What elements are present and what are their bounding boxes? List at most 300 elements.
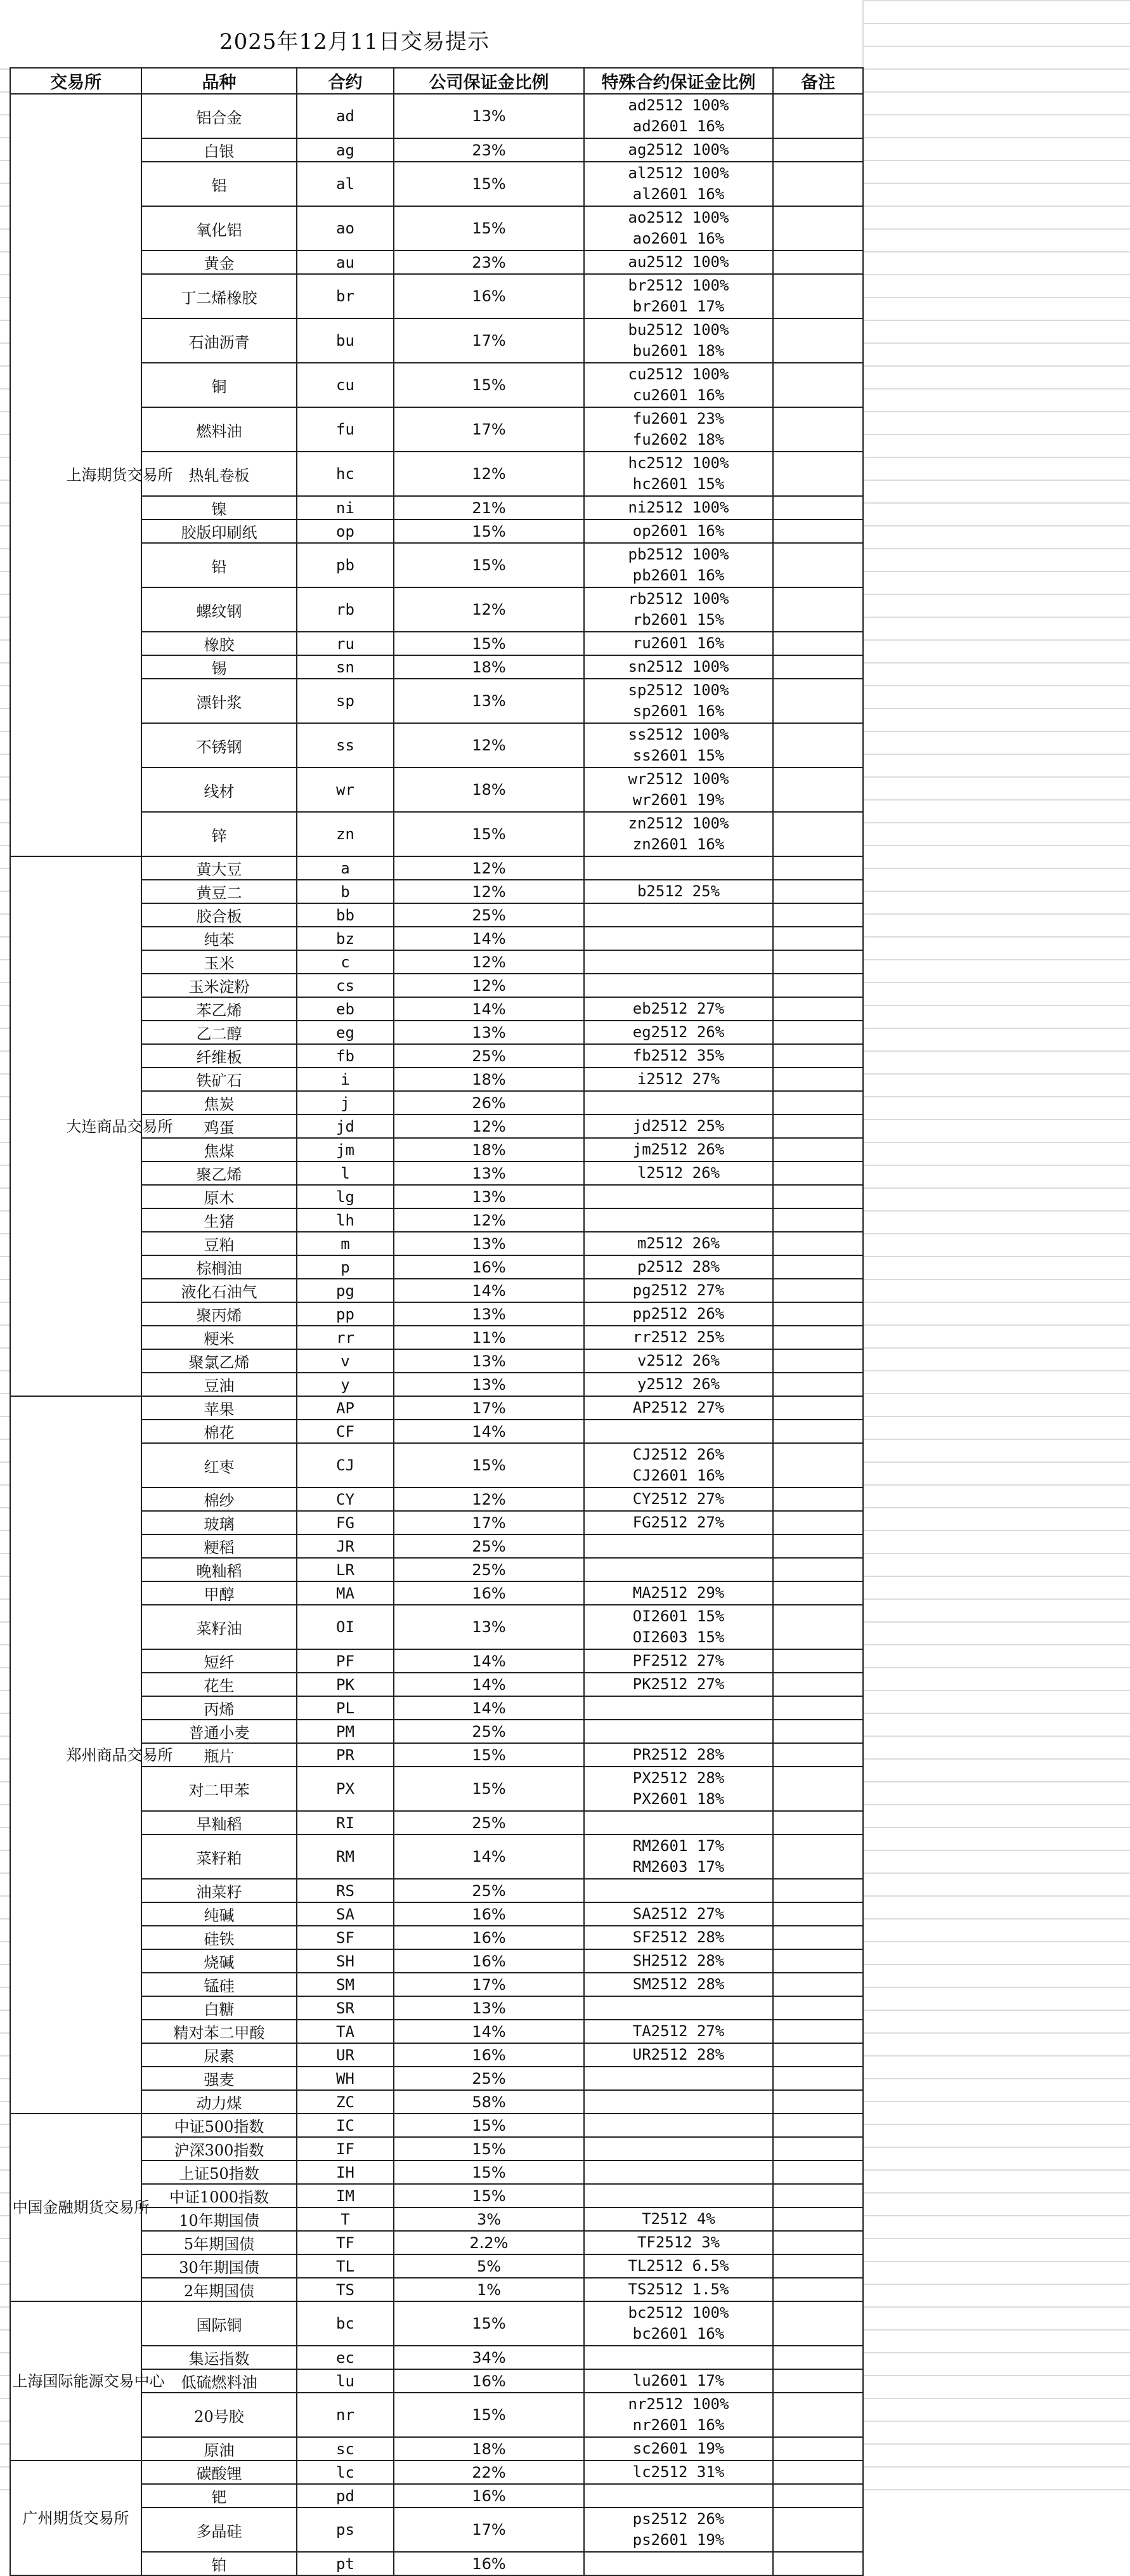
company-margin-cell: 14%: [394, 997, 584, 1021]
variety-cell: 铂: [141, 2552, 297, 2575]
remarks-cell: [773, 94, 863, 138]
variety-cell: 丙烯: [141, 1696, 297, 1720]
contract-cell: pb: [297, 543, 394, 587]
contract-cell: TS: [297, 2278, 394, 2301]
company-margin-cell: 18%: [394, 655, 584, 679]
remarks-cell: [773, 1255, 863, 1279]
remarks-cell: [773, 1879, 863, 1902]
special-margin-line: ad2601 16%: [632, 117, 725, 135]
special-margin-cell: [584, 2552, 773, 2575]
variety-cell: 橡胶: [141, 632, 297, 655]
remarks-cell: [773, 1115, 863, 1138]
contract-cell: LR: [297, 1558, 394, 1581]
special-margin-line: br2601 17%: [632, 297, 725, 315]
special-margin-cell: [584, 318, 773, 363]
table-row: [10, 2461, 863, 2484]
remarks-cell: [773, 543, 863, 587]
special-margin-cell: [584, 407, 773, 452]
header-variety: 品种: [141, 68, 297, 94]
company-margin-cell: 12%: [394, 1115, 584, 1138]
contract-cell: ec: [297, 2346, 394, 2369]
contract-cell: b: [297, 880, 394, 903]
company-margin-cell: 13%: [394, 1185, 584, 1208]
special-margin-cell: [584, 2437, 773, 2461]
remarks-cell: [773, 2393, 863, 2437]
variety-cell: 生猪: [141, 1208, 297, 1232]
special-margin-line: OI2603 15%: [632, 1628, 725, 1646]
contract-cell: sn: [297, 655, 394, 679]
special-margin-cell: [584, 2161, 773, 2184]
contract-cell: SA: [297, 1902, 394, 1926]
variety-cell: 白银: [141, 138, 297, 162]
special-margin-line: UR2512 28%: [632, 2046, 725, 2063]
special-margin-cell: [584, 274, 773, 318]
remarks-cell: [773, 2020, 863, 2043]
remarks-cell: [773, 1996, 863, 2020]
company-margin-cell: 15%: [394, 632, 584, 655]
special-margin-cell: [584, 1161, 773, 1185]
special-margin-cell: [584, 543, 773, 587]
special-margin-cell: [584, 1581, 773, 1605]
contract-cell: SF: [297, 1926, 394, 1949]
remarks-cell: [773, 2346, 863, 2369]
exchange-name: 郑州商品交易所: [66, 1746, 173, 1764]
special-margin-line: eb2512 27%: [632, 1000, 725, 1017]
special-margin-cell: [584, 1649, 773, 1673]
contract-cell: ad: [297, 94, 394, 138]
company-margin-cell: 16%: [394, 2369, 584, 2393]
remarks-cell: [773, 1558, 863, 1581]
company-margin-cell: 12%: [394, 856, 584, 880]
variety-cell: 棕榈油: [141, 1255, 297, 1279]
company-margin-cell: 15%: [394, 2161, 584, 2184]
company-margin-cell: 12%: [394, 950, 584, 974]
exchange-name: 上海国际能源交易中心: [12, 2372, 165, 2390]
special-margin-cell: [584, 950, 773, 974]
company-margin-cell: 17%: [394, 2507, 584, 2552]
remarks-cell: [773, 1373, 863, 1396]
remarks-cell: [773, 1326, 863, 1349]
special-margin-cell: [584, 723, 773, 768]
special-margin-cell: [584, 1511, 773, 1534]
company-margin-cell: 25%: [394, 1044, 584, 1068]
variety-cell: 黄豆二: [141, 880, 297, 903]
special-margin-line: pg2512 27%: [632, 1281, 725, 1299]
company-margin-cell: 16%: [394, 1902, 584, 1926]
remarks-cell: [773, 2278, 863, 2301]
contract-cell: AP: [297, 1396, 394, 1420]
special-margin-line: bu2601 18%: [632, 342, 725, 360]
special-margin-line: wr2512 100%: [628, 770, 729, 788]
variety-cell: 聚丙烯: [141, 1302, 297, 1326]
special-margin-cell: [584, 2020, 773, 2043]
special-margin-cell: [584, 880, 773, 903]
contract-cell: fb: [297, 1044, 394, 1068]
special-margin-line: PX2601 18%: [632, 1790, 725, 1808]
special-margin-line: al2512 100%: [628, 164, 729, 182]
special-margin-line: SA2512 27%: [632, 1905, 725, 1923]
variety-cell: 红枣: [141, 1443, 297, 1487]
special-margin-line: ag2512 100%: [628, 141, 729, 159]
contract-cell: op: [297, 520, 394, 543]
special-margin-line: bu2512 100%: [628, 321, 729, 339]
remarks-cell: [773, 927, 863, 950]
company-margin-cell: 13%: [394, 1605, 584, 1649]
special-margin-cell: [584, 1021, 773, 1044]
special-margin-line: hc2512 100%: [628, 454, 729, 472]
contract-cell: PF: [297, 1649, 394, 1673]
company-margin-cell: 1%: [394, 2278, 584, 2301]
variety-cell: 普通小麦: [141, 1720, 297, 1743]
variety-cell: 粳米: [141, 1326, 297, 1349]
variety-cell: 液化石油气: [141, 1279, 297, 1302]
remarks-cell: [773, 2114, 863, 2137]
remarks-cell: [773, 2461, 863, 2484]
special-margin-cell: [584, 974, 773, 997]
contract-cell: SM: [297, 1973, 394, 1996]
contract-cell: pg: [297, 1279, 394, 1302]
remarks-cell: [773, 1720, 863, 1743]
variety-cell: 黄金: [141, 251, 297, 274]
company-margin-cell: 12%: [394, 1208, 584, 1232]
contract-cell: al: [297, 162, 394, 206]
variety-cell: 强麦: [141, 2067, 297, 2090]
remarks-cell: [773, 1605, 863, 1649]
special-margin-cell: [584, 1208, 773, 1232]
remarks-cell: [773, 2043, 863, 2067]
company-margin-cell: 16%: [394, 1255, 584, 1279]
header-contract: 合约: [297, 68, 394, 94]
special-margin-cell: [584, 587, 773, 632]
contract-cell: PR: [297, 1743, 394, 1767]
special-margin-cell: [584, 768, 773, 812]
company-margin-cell: 25%: [394, 1879, 584, 1902]
special-margin-cell: [584, 94, 773, 138]
contract-cell: jd: [297, 1115, 394, 1138]
remarks-cell: [773, 407, 863, 452]
special-margin-line: rr2512 25%: [632, 1328, 725, 1346]
contract-cell: bu: [297, 318, 394, 363]
special-margin-line: fu2601 23%: [632, 410, 725, 428]
special-margin-cell: [584, 1743, 773, 1767]
special-margin-line: sp2601 16%: [632, 702, 725, 720]
special-margin-line: br2512 100%: [628, 277, 729, 294]
special-margin-line: nr2512 100%: [628, 2395, 729, 2413]
company-margin-cell: 15%: [394, 2393, 584, 2437]
company-margin-cell: 12%: [394, 1487, 584, 1511]
exchange-cell: [10, 1396, 173, 2114]
remarks-cell: [773, 997, 863, 1021]
company-margin-cell: 16%: [394, 2552, 584, 2575]
contract-cell: ni: [297, 496, 394, 520]
variety-cell: 玉米: [141, 950, 297, 974]
special-margin-cell: [584, 1834, 773, 1879]
special-margin-cell: [584, 251, 773, 274]
special-margin-line: v2512 26%: [637, 1352, 720, 1370]
special-margin-line: ao2512 100%: [628, 209, 729, 226]
contract-cell: T: [297, 2207, 394, 2231]
special-margin-line: fu2602 18%: [632, 431, 725, 448]
special-margin-cell: [584, 2393, 773, 2437]
remarks-cell: [773, 632, 863, 655]
remarks-cell: [773, 1161, 863, 1185]
special-margin-line: FG2512 27%: [632, 1514, 725, 1531]
variety-cell: 菜籽粕: [141, 1834, 297, 1879]
variety-cell: 原油: [141, 2437, 297, 2461]
variety-cell: 晚籼稻: [141, 1558, 297, 1581]
special-margin-cell: [584, 1673, 773, 1696]
contract-cell: a: [297, 856, 394, 880]
company-margin-cell: 14%: [394, 1834, 584, 1879]
variety-cell: 黄大豆: [141, 856, 297, 880]
company-margin-cell: 16%: [394, 1926, 584, 1949]
variety-cell: 油菜籽: [141, 1879, 297, 1902]
company-margin-cell: 23%: [394, 138, 584, 162]
contract-cell: MA: [297, 1581, 394, 1605]
special-margin-cell: [584, 520, 773, 543]
remarks-cell: [773, 1185, 863, 1208]
variety-cell: 鸡蛋: [141, 1115, 297, 1138]
remarks-cell: [773, 1279, 863, 1302]
special-margin-cell: [584, 1138, 773, 1161]
special-margin-line: l2512 26%: [637, 1164, 720, 1182]
variety-cell: 胶版印刷纸: [141, 520, 297, 543]
contract-cell: fu: [297, 407, 394, 452]
special-margin-cell: [584, 1326, 773, 1349]
contract-cell: sp: [297, 679, 394, 723]
contract-cell: lu: [297, 2369, 394, 2393]
variety-cell: 花生: [141, 1673, 297, 1696]
remarks-cell: [773, 1811, 863, 1834]
remarks-cell: [773, 162, 863, 206]
variety-cell: 铅: [141, 543, 297, 587]
contract-cell: RM: [297, 1834, 394, 1879]
variety-cell: 玉米淀粉: [141, 974, 297, 997]
contract-cell: PL: [297, 1696, 394, 1720]
special-margin-cell: [584, 1558, 773, 1581]
variety-cell: 棉纱: [141, 1487, 297, 1511]
table-row: [10, 1396, 863, 1420]
exchange-name: 广州期货交易所: [22, 2509, 129, 2527]
company-margin-cell: 14%: [394, 2020, 584, 2043]
special-margin-cell: [584, 1255, 773, 1279]
company-margin-cell: 13%: [394, 1373, 584, 1396]
variety-cell: 氧化铝: [141, 206, 297, 251]
contract-cell: j: [297, 1091, 394, 1115]
exchange-cell: [10, 94, 173, 856]
company-margin-cell: 11%: [394, 1326, 584, 1349]
table-row: [10, 94, 863, 138]
company-margin-cell: 2.2%: [394, 2231, 584, 2254]
remarks-cell: [773, 974, 863, 997]
special-margin-cell: [584, 1185, 773, 1208]
company-margin-cell: 22%: [394, 2461, 584, 2484]
contract-cell: ao: [297, 206, 394, 251]
special-margin-cell: [584, 1443, 773, 1487]
special-margin-line: pb2512 100%: [628, 546, 729, 563]
variety-cell: 锰硅: [141, 1973, 297, 1996]
special-margin-line: wr2601 19%: [632, 791, 725, 809]
special-margin-line: jm2512 26%: [632, 1141, 725, 1158]
special-margin-line: pb2601 16%: [632, 566, 725, 584]
special-margin-cell: [584, 632, 773, 655]
contract-cell: wr: [297, 768, 394, 812]
company-margin-cell: 13%: [394, 1996, 584, 2020]
special-margin-line: RM2603 17%: [632, 1858, 725, 1876]
company-margin-cell: 13%: [394, 1161, 584, 1185]
remarks-cell: [773, 2231, 863, 2254]
remarks-cell: [773, 1302, 863, 1326]
table-row: [10, 856, 863, 880]
variety-cell: 5年期国债: [141, 2231, 297, 2254]
remarks-cell: [773, 2552, 863, 2575]
variety-cell: 聚乙烯: [141, 1161, 297, 1185]
special-margin-cell: [584, 363, 773, 407]
contract-cell: ss: [297, 723, 394, 768]
remarks-cell: [773, 1487, 863, 1511]
remarks-cell: [773, 1949, 863, 1973]
remarks-cell: [773, 768, 863, 812]
variety-cell: 锌: [141, 812, 297, 856]
special-margin-cell: [584, 1696, 773, 1720]
company-margin-cell: 13%: [394, 679, 584, 723]
contract-cell: l: [297, 1161, 394, 1185]
special-margin-cell: [584, 1068, 773, 1091]
special-margin-cell: [584, 2278, 773, 2301]
variety-cell: 硅铁: [141, 1926, 297, 1949]
special-margin-line: CJ2512 26%: [632, 1446, 725, 1463]
special-margin-cell: [584, 1232, 773, 1255]
company-margin-cell: 15%: [394, 2184, 584, 2207]
company-margin-cell: 15%: [394, 2114, 584, 2137]
contract-cell: TA: [297, 2020, 394, 2043]
company-margin-cell: 15%: [394, 1743, 584, 1767]
special-margin-cell: [584, 2114, 773, 2137]
remarks-cell: [773, 138, 863, 162]
company-margin-cell: 14%: [394, 1696, 584, 1720]
variety-cell: 热轧卷板: [141, 452, 297, 496]
company-margin-cell: 17%: [394, 1511, 584, 1534]
contract-cell: SR: [297, 1996, 394, 2020]
special-margin-line: rb2601 15%: [632, 611, 725, 629]
contract-cell: TF: [297, 2231, 394, 2254]
special-margin-line: nr2601 16%: [632, 2416, 725, 2434]
special-margin-cell: [584, 1396, 773, 1420]
variety-cell: 玻璃: [141, 1511, 297, 1534]
company-margin-cell: 16%: [394, 1581, 584, 1605]
remarks-cell: [773, 2137, 863, 2161]
contract-cell: IH: [297, 2161, 394, 2184]
special-margin-cell: [584, 903, 773, 927]
variety-cell: 白糖: [141, 1996, 297, 2020]
company-margin-cell: 15%: [394, 2301, 584, 2346]
company-margin-cell: 15%: [394, 162, 584, 206]
variety-cell: 20号胶: [141, 2393, 297, 2437]
special-margin-line: ps2601 19%: [632, 2531, 725, 2549]
remarks-cell: [773, 251, 863, 274]
contract-cell: hc: [297, 452, 394, 496]
special-margin-line: SM2512 28%: [632, 1975, 725, 1993]
header-company-margin: 公司保证金比例: [394, 68, 584, 94]
variety-cell: 对二甲苯: [141, 1767, 297, 1811]
special-margin-cell: [584, 138, 773, 162]
company-margin-cell: 15%: [394, 520, 584, 543]
remarks-cell: [773, 2184, 863, 2207]
variety-cell: 纯苯: [141, 927, 297, 950]
remarks-cell: [773, 679, 863, 723]
page-title: 2025年12月11日交易提示: [219, 29, 490, 55]
company-margin-cell: 18%: [394, 2437, 584, 2461]
remarks-cell: [773, 1511, 863, 1534]
company-margin-cell: 34%: [394, 2346, 584, 2369]
special-margin-line: CY2512 27%: [632, 1490, 725, 1508]
contract-cell: TL: [297, 2254, 394, 2278]
special-margin-line: TS2512 1.5%: [628, 2280, 729, 2298]
special-margin-cell: [584, 1487, 773, 1511]
contract-cell: IF: [297, 2137, 394, 2161]
variety-cell: 上证50指数: [141, 2161, 297, 2184]
contract-cell: OI: [297, 1605, 394, 1649]
special-margin-cell: [584, 162, 773, 206]
margin-table: [10, 67, 864, 2576]
special-margin-line: T2512 4%: [642, 2210, 715, 2228]
special-margin-cell: [584, 1605, 773, 1649]
contract-cell: PM: [297, 1720, 394, 1743]
variety-cell: 铝: [141, 162, 297, 206]
variety-cell: 铜: [141, 363, 297, 407]
contract-cell: p: [297, 1255, 394, 1279]
company-margin-cell: 15%: [394, 812, 584, 856]
remarks-cell: [773, 1673, 863, 1696]
variety-cell: 豆粕: [141, 1232, 297, 1255]
remarks-cell: [773, 1443, 863, 1487]
special-margin-cell: [584, 679, 773, 723]
special-margin-cell: [584, 1349, 773, 1373]
special-margin-cell: [584, 1420, 773, 1443]
contract-cell: lg: [297, 1185, 394, 1208]
special-margin-line: OI2601 15%: [632, 1607, 725, 1625]
variety-cell: 精对苯二甲酸: [141, 2020, 297, 2043]
special-margin-cell: [584, 2301, 773, 2346]
company-margin-cell: 17%: [394, 1973, 584, 1996]
special-margin-cell: [584, 2507, 773, 2552]
special-margin-line: PF2512 27%: [632, 1652, 725, 1670]
variety-cell: 铁矿石: [141, 1068, 297, 1091]
special-margin-cell: [584, 1534, 773, 1558]
special-margin-cell: [584, 997, 773, 1021]
remarks-cell: [773, 2507, 863, 2552]
variety-cell: 镍: [141, 496, 297, 520]
company-margin-cell: 13%: [394, 1232, 584, 1255]
special-margin-cell: [584, 2184, 773, 2207]
remarks-cell: [773, 2090, 863, 2114]
table-body: [10, 94, 863, 2575]
remarks-cell: [773, 1021, 863, 1044]
contract-cell: m: [297, 1232, 394, 1255]
remarks-cell: [773, 1044, 863, 1068]
company-margin-cell: 26%: [394, 1091, 584, 1115]
variety-cell: 焦煤: [141, 1138, 297, 1161]
variety-cell: 甲醇: [141, 1581, 297, 1605]
company-margin-cell: 14%: [394, 1673, 584, 1696]
remarks-cell: [773, 856, 863, 880]
contract-cell: eg: [297, 1021, 394, 1044]
contract-cell: cs: [297, 974, 394, 997]
company-margin-cell: 13%: [394, 1349, 584, 1373]
special-margin-cell: [584, 1767, 773, 1811]
company-margin-cell: 13%: [394, 1302, 584, 1326]
exchange-name: 中国金融期货交易所: [12, 2199, 150, 2216]
